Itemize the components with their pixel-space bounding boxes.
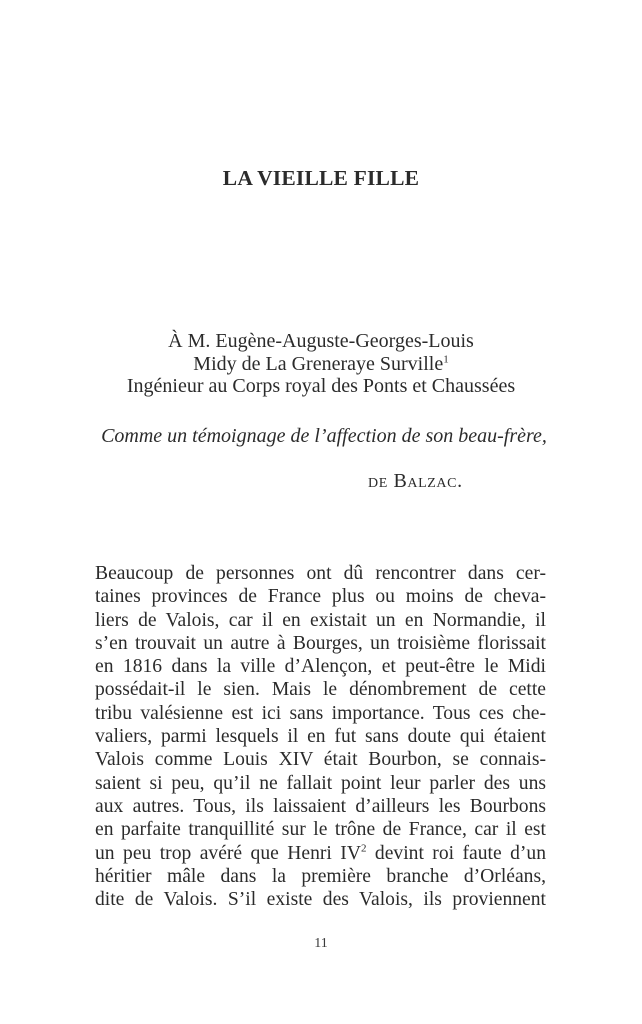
page-number: 11 (314, 936, 328, 951)
body-line-13-start: un peu trop avéré que Henri IV (95, 842, 361, 864)
dedication-note: Comme un témoignage de l’affection de son beau-frère, (101, 425, 547, 447)
dedication-line-2 (0, 353, 642, 376)
body-line: s’en trouvait un autre à Bourges, un troisième florissait (95, 632, 546, 654)
body-line: valiers, parmi lesquels il en fut sans doute qui étaient (95, 726, 546, 748)
body-line: Valois comme Louis XIV était Bourbon, se connais- (95, 749, 546, 771)
body-line: liers de Valois, car il en existait un en Normandie, il (95, 609, 546, 631)
body-line: saient si peu, qu’il ne fallait point leur parler des uns (95, 772, 546, 794)
body-line-13-end: devint roi faute d’un (366, 842, 546, 864)
body-line: héritier mâle dans la première branche d’Orléans, (95, 865, 546, 887)
body-paragraph (95, 562, 546, 911)
body-line: tribu valésienne est ici sans importance. Tous ces che- (95, 702, 546, 724)
author-signature: de Balzac. (368, 470, 463, 492)
body-line: aux autres. Tous, ils laissaient d’ailleurs les Bourbons (95, 795, 546, 817)
body-line: Beaucoup de personnes ont dû rencontrer dans cer- (95, 563, 546, 584)
body-line: en 1816 dans la ville d’Alençon, et peut-être le Midi (95, 656, 546, 678)
dedication-line-1: À M. Eugène-Auguste-Georges-Louis (168, 330, 474, 352)
dedication-line-2-text: Midy de La Greneraye Surville (193, 352, 444, 375)
footnote-marker-2: 2 (360, 842, 367, 855)
body-line-with-footnote (95, 842, 546, 865)
body-line: taines provinces de France plus ou moins de cheva- (95, 586, 546, 608)
dedication-block (0, 330, 642, 398)
body-line: en parfaite tranquillité sur le trône de France, car il est (95, 819, 546, 841)
footnote-marker-1: 1 (443, 352, 449, 365)
body-line: dite de Valois. S’il existe des Valois, ils proviennent (95, 889, 546, 911)
dedication-line-3: Ingénieur au Corps royal des Ponts et Chaussées (126, 375, 516, 397)
chapter-title: LA VIEILLE FILLE (222, 166, 420, 190)
body-line: possédait-il le sien. Mais le dénombrement de cette (95, 679, 546, 701)
